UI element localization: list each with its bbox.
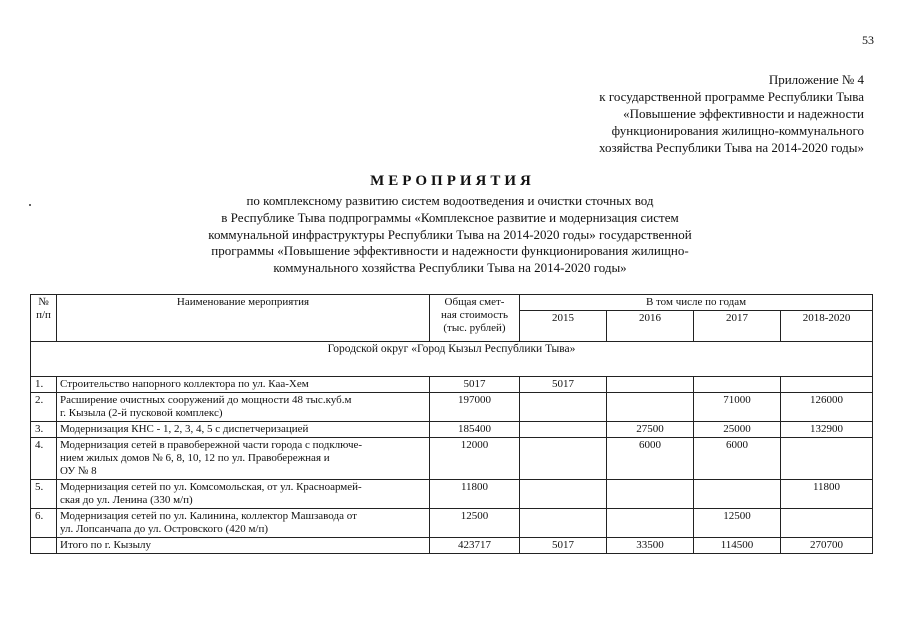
row-2015 xyxy=(520,422,607,438)
row-2016 xyxy=(607,377,694,393)
table-row xyxy=(31,393,873,422)
row-cost: 12500 xyxy=(430,509,520,538)
row-name-line: Модернизация сетей по ул. Комсомольская, от ул. Красноармей- xyxy=(60,481,362,493)
row-name-line: Модернизация сетей в правобережной части города с подключе- xyxy=(60,439,363,451)
total-row xyxy=(31,538,873,554)
appendix-line: хозяйства Республики Тыва на 2014-2020 годы» xyxy=(598,140,864,155)
appendix-line: «Повышение эффективности и надежности xyxy=(623,106,864,121)
row-2016 xyxy=(607,480,694,509)
row-name xyxy=(57,393,430,422)
header-num-line: № xyxy=(38,296,49,308)
row-num: 2. xyxy=(31,393,57,422)
header-years-group: В том числе по годам xyxy=(520,295,873,311)
header-num xyxy=(31,295,57,342)
subtitle-line: в Республике Тыва подпрограммы «Комплексное развитие и модернизация систем xyxy=(221,209,679,225)
table-row xyxy=(31,377,873,393)
appendix-line: Приложение № 4 xyxy=(768,72,864,87)
total-2018-2020: 270700 xyxy=(781,538,873,554)
row-name-line: нием жилых домов № 6, 8, 10, 12 по ул. Правобережная и xyxy=(60,452,330,464)
subtitle-line: коммунальной инфраструктуры Республики Тыва на 2014-2020 годы» государственной xyxy=(208,226,692,242)
row-name xyxy=(57,377,430,393)
table-row xyxy=(31,438,873,480)
row-2017: 12500 xyxy=(694,509,781,538)
header-cost-line: ная стоимость xyxy=(441,309,508,321)
row-2018-2020 xyxy=(781,509,873,538)
appendix-block xyxy=(484,71,864,156)
row-cost: 5017 xyxy=(430,377,520,393)
row-cost: 11800 xyxy=(430,480,520,509)
row-2016: 27500 xyxy=(607,422,694,438)
table-row xyxy=(31,480,873,509)
subtitle-line: программы «Повышение эффективности и надежности функционирования жилищно- xyxy=(211,243,689,259)
row-2016: 6000 xyxy=(607,438,694,480)
total-label: Итого по г. Кызылу xyxy=(57,538,430,554)
row-num: 4. xyxy=(31,438,57,480)
subtitle-line: коммунального хозяйства Республики Тыва на 2014-2020 годы» xyxy=(273,260,627,276)
header-year: 2018-2020 xyxy=(781,311,873,342)
row-cost: 197000 xyxy=(430,393,520,422)
row-2017: 25000 xyxy=(694,422,781,438)
page-number: 53 xyxy=(862,33,874,47)
header-cost-line: (тыс. рублей) xyxy=(443,322,506,334)
table-header-row xyxy=(31,295,873,311)
row-num: 5. xyxy=(31,480,57,509)
total-2015: 5017 xyxy=(520,538,607,554)
row-name-line: ская до ул. Ленина (330 м/п) xyxy=(60,494,193,506)
row-name-line: ул. Лопсанчапа до ул. Островского (420 м/п) xyxy=(60,523,269,535)
header-year: 2015 xyxy=(520,311,607,342)
row-num: 6. xyxy=(31,509,57,538)
scan-speck xyxy=(29,204,31,206)
row-2018-2020 xyxy=(781,438,873,480)
row-name-line: г. Кызыла (2-й пусковой комплекс) xyxy=(60,407,223,419)
table-row xyxy=(31,509,873,538)
measures-table xyxy=(30,294,873,554)
row-name xyxy=(57,480,430,509)
row-2015 xyxy=(520,480,607,509)
row-name xyxy=(57,509,430,538)
row-num: 3. xyxy=(31,422,57,438)
row-name xyxy=(57,438,430,480)
row-2015 xyxy=(520,393,607,422)
appendix-line: к государственной программе Республики Тыва xyxy=(599,89,864,104)
header-year: 2016 xyxy=(607,311,694,342)
header-name: Наименование мероприятия xyxy=(57,295,430,342)
row-2017: 6000 xyxy=(694,438,781,480)
row-2018-2020: 132900 xyxy=(781,422,873,438)
section-title: Городской округ «Город Кызыл Республики Тыва» xyxy=(31,342,873,377)
row-2017: 71000 xyxy=(694,393,781,422)
total-cost: 423717 xyxy=(430,538,520,554)
row-2018-2020 xyxy=(781,377,873,393)
header-num-line: п/п xyxy=(36,309,51,321)
row-name-line: Строительство напорного коллектора по ул. Каа-Хем xyxy=(60,378,309,390)
row-2018-2020: 126000 xyxy=(781,393,873,422)
subtitle-line: по комплексному развитию систем водоотведения и очистки сточных вод xyxy=(246,193,654,208)
row-name-line: Расширение очистных сооружений до мощности 48 тыс.куб.м xyxy=(60,394,352,406)
document-title: МЕРОПРИЯТИЯ xyxy=(370,173,535,189)
row-name-line: Модернизация КНС - 1, 2, 3, 4, 5 с диспетчеризацией xyxy=(60,423,309,435)
row-2017 xyxy=(694,480,781,509)
row-2016 xyxy=(607,509,694,538)
row-2018-2020: 11800 xyxy=(781,480,873,509)
header-cost-line: Общая смет- xyxy=(444,296,505,308)
row-2015: 5017 xyxy=(520,377,607,393)
row-num: 1. xyxy=(31,377,57,393)
row-cost: 185400 xyxy=(430,422,520,438)
total-2016: 33500 xyxy=(607,538,694,554)
row-name xyxy=(57,422,430,438)
row-2015 xyxy=(520,438,607,480)
section-row xyxy=(31,342,873,377)
document-subtitle xyxy=(120,193,780,277)
row-cost: 12000 xyxy=(430,438,520,480)
row-name-line: ОУ № 8 xyxy=(60,465,97,477)
header-year: 2017 xyxy=(694,311,781,342)
total-num xyxy=(31,538,57,554)
row-name-line: Модернизация сетей по ул. Калинина, коллектор Машзавода от xyxy=(60,510,357,522)
appendix-line: функционирования жилищно-коммунального xyxy=(611,123,864,138)
row-2016 xyxy=(607,393,694,422)
row-2017 xyxy=(694,377,781,393)
total-2017: 114500 xyxy=(694,538,781,554)
row-2015 xyxy=(520,509,607,538)
header-cost xyxy=(430,295,520,342)
table-row xyxy=(31,422,873,438)
